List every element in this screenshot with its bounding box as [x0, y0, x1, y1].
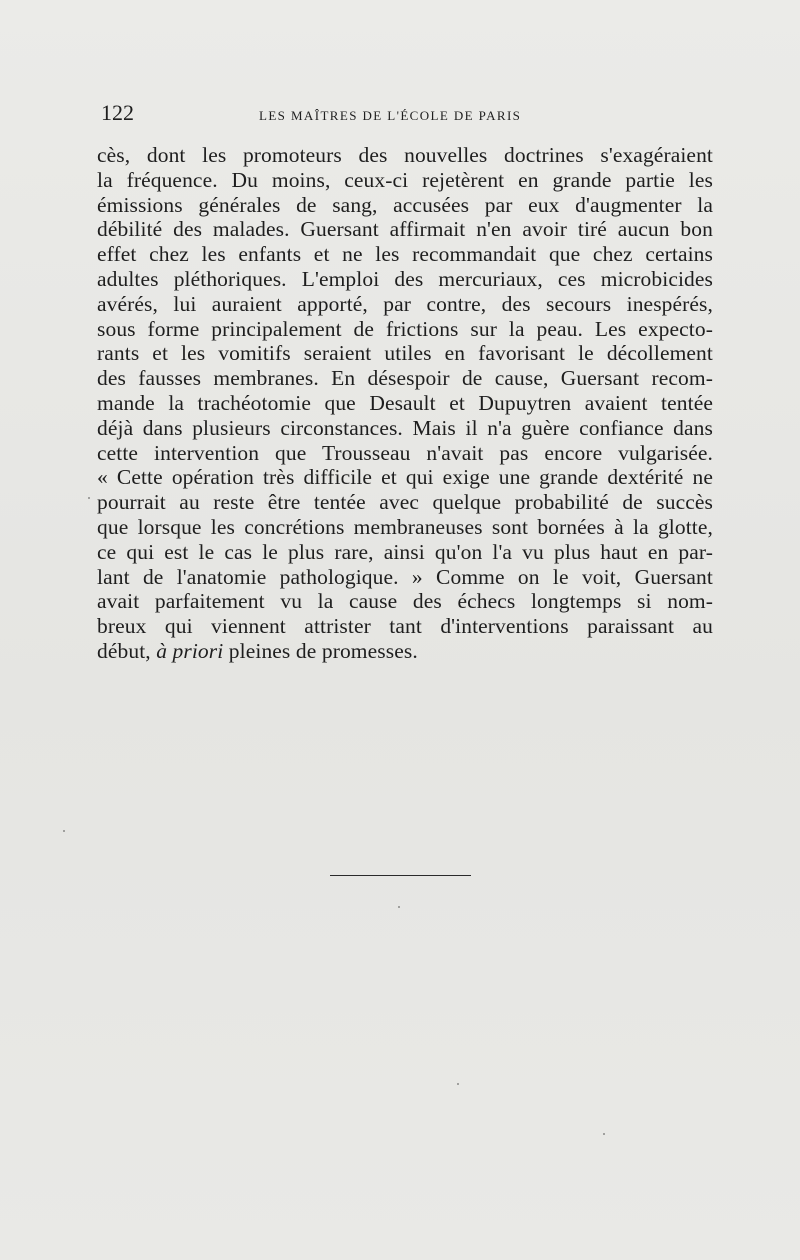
paper-speck: [63, 830, 65, 832]
text-line-final: [97, 639, 713, 664]
text-line: que lorsque les concrétions membraneuses sont bornées à la glotte,: [97, 514, 713, 539]
running-head: LES MAÎTRES DE L'ÉCOLE DE PARIS: [259, 108, 522, 123]
text-line: breux qui viennent attrister tant d'interventions paraissant au: [97, 614, 713, 639]
text-line: sous forme principalement de frictions sur la peau. Les expecto-: [97, 316, 713, 341]
text-line: « Cette opération très difficile et qui exige une grande dextérité ne: [97, 465, 713, 490]
page-number: 122: [101, 100, 134, 125]
text-line: rants et les vomitifs seraient utiles en favorisant le décollement: [97, 341, 713, 366]
text-line: cette intervention que Trousseau n'avait pas encore vulgarisée.: [97, 440, 713, 465]
section-end-rule: [330, 875, 471, 876]
body-paragraph: [97, 143, 713, 664]
text-line: mande la trachéotomie que Desault et Dupuytren avaient tentée: [97, 390, 713, 415]
text-line: la fréquence. Du moins, ceux-ci rejetèrent en grande partie les: [97, 167, 713, 192]
text-line: pourrait au reste être tentée avec quelque probabilité de succès: [97, 490, 713, 515]
page-header: [101, 98, 713, 128]
text-line: émissions générales de sang, accusées par eux d'augmenter la: [97, 192, 713, 217]
text-line: débilité des malades. Guersant affirmait n'en avoir tiré aucun bon: [97, 217, 713, 242]
text-line: des fausses membranes. En désespoir de cause, Guersant recom-: [97, 366, 713, 391]
final-line-prefix: début,: [97, 638, 157, 663]
text-line: avait parfaitement vu la cause des échecs longtemps si nom-: [97, 589, 713, 614]
paper-speck: [457, 1083, 459, 1085]
paper-speck: [88, 497, 90, 499]
text-line: cès, dont les promoteurs des nouvelles doctrines s'exagéraient: [97, 143, 713, 167]
paper-speck: [398, 906, 400, 908]
text-line: avérés, lui auraient apporté, par contre, des secours inespérés,: [97, 291, 713, 316]
paper-speck: [603, 1133, 605, 1135]
text-line: lant de l'anatomie pathologique. » Comme on le voit, Guersant: [97, 564, 713, 589]
italic-phrase: à priori: [156, 638, 224, 663]
text-line: effet chez les enfants et ne les recommandait que chez certains: [97, 242, 713, 267]
text-line: ce qui est le cas le plus rare, ainsi qu'on l'a vu plus haut en par-: [97, 539, 713, 564]
text-line: adultes pléthoriques. L'emploi des mercuriaux, ces microbicides: [97, 266, 713, 291]
text-line: déjà dans plusieurs circonstances. Mais il n'a guère confiance dans: [97, 415, 713, 440]
final-line-suffix: pleines de promesses.: [223, 638, 418, 663]
